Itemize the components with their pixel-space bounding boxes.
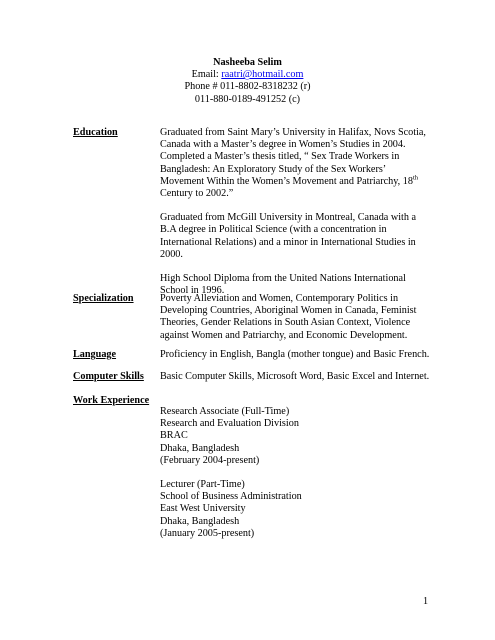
job-department: Research and Evaluation Division [160,418,299,430]
work-experience-label: Work Experience [73,395,150,406]
job-title: Lecturer (Part-Time) [160,479,245,491]
page-number: 1 [423,596,429,607]
education-section [160,127,430,297]
email-line [0,69,495,81]
education-label: Education [73,127,118,138]
job-organization: East West University [160,503,246,515]
education-highschool: High School Diploma from the United Nations International School in 1996. [160,273,406,297]
job-organization: BRAC [160,430,188,442]
education-masters-sup: th [412,174,419,182]
computer-skills-text: Basic Computer Skills, Microsoft Word, Basic Excel and Internet. [160,371,430,382]
email-link[interactable]: raatri@hotmail.com [221,69,304,81]
specialization-text: Poverty Alleviation and Women, Contemporary Politics in Developing Countries, Aboriginal Women in Canada, Feminist Theories, Gender Relations in South Asian Context, Violence against Women and Patriarchy, and Economic Development. [160,293,417,341]
education-masters [160,127,430,200]
job-location: Dhaka, Bangladesh [160,515,240,527]
language-label: Language [73,349,117,360]
language-text: Proficiency in English, Bangla (mother tongue) and Basic French. [160,349,430,360]
phone-cell: 011-880-0189-491252 (c) [194,93,301,105]
computer-skills-label: Computer Skills [73,371,144,382]
resume-header [0,57,495,106]
job-dates: (February 2004-present) [160,454,260,466]
email-label: Email: [191,69,222,81]
education-masters-text-end: Century to 2002.” [160,188,234,200]
job-dates: (January 2005-present) [160,527,255,539]
work-experience-section [160,406,430,540]
specialization-label: Specialization [73,293,134,304]
education-bachelors: Graduated from McGill University in Montreal, Canada with a B.A degree in Political Science (with a concentration in International Relations) and a minor in International Studies in 2000. [160,212,417,260]
job-entry [160,406,430,467]
job-entry [160,479,430,540]
job-title: Research Associate (Full-Time) [160,406,290,417]
candidate-name: Nasheeba Selim [213,57,282,68]
job-location: Dhaka, Bangladesh [160,442,240,454]
phone-home: Phone # 011-8802-8318232 (r) [184,81,311,93]
education-masters-text: Graduated from Saint Mary’s University in Halifax, Novs Scotia, Canada with a Master’s degree in Women’s Studies in 2004. Completed a Master’s thesis titled, “ Sex Trade Workers in Bangladesh: An Exploratory Study of the Sex Workers’ Movement Within the Women’s Movement and Patriarchy, 18 [160,127,426,187]
job-department: School of Business Administration [160,491,302,503]
